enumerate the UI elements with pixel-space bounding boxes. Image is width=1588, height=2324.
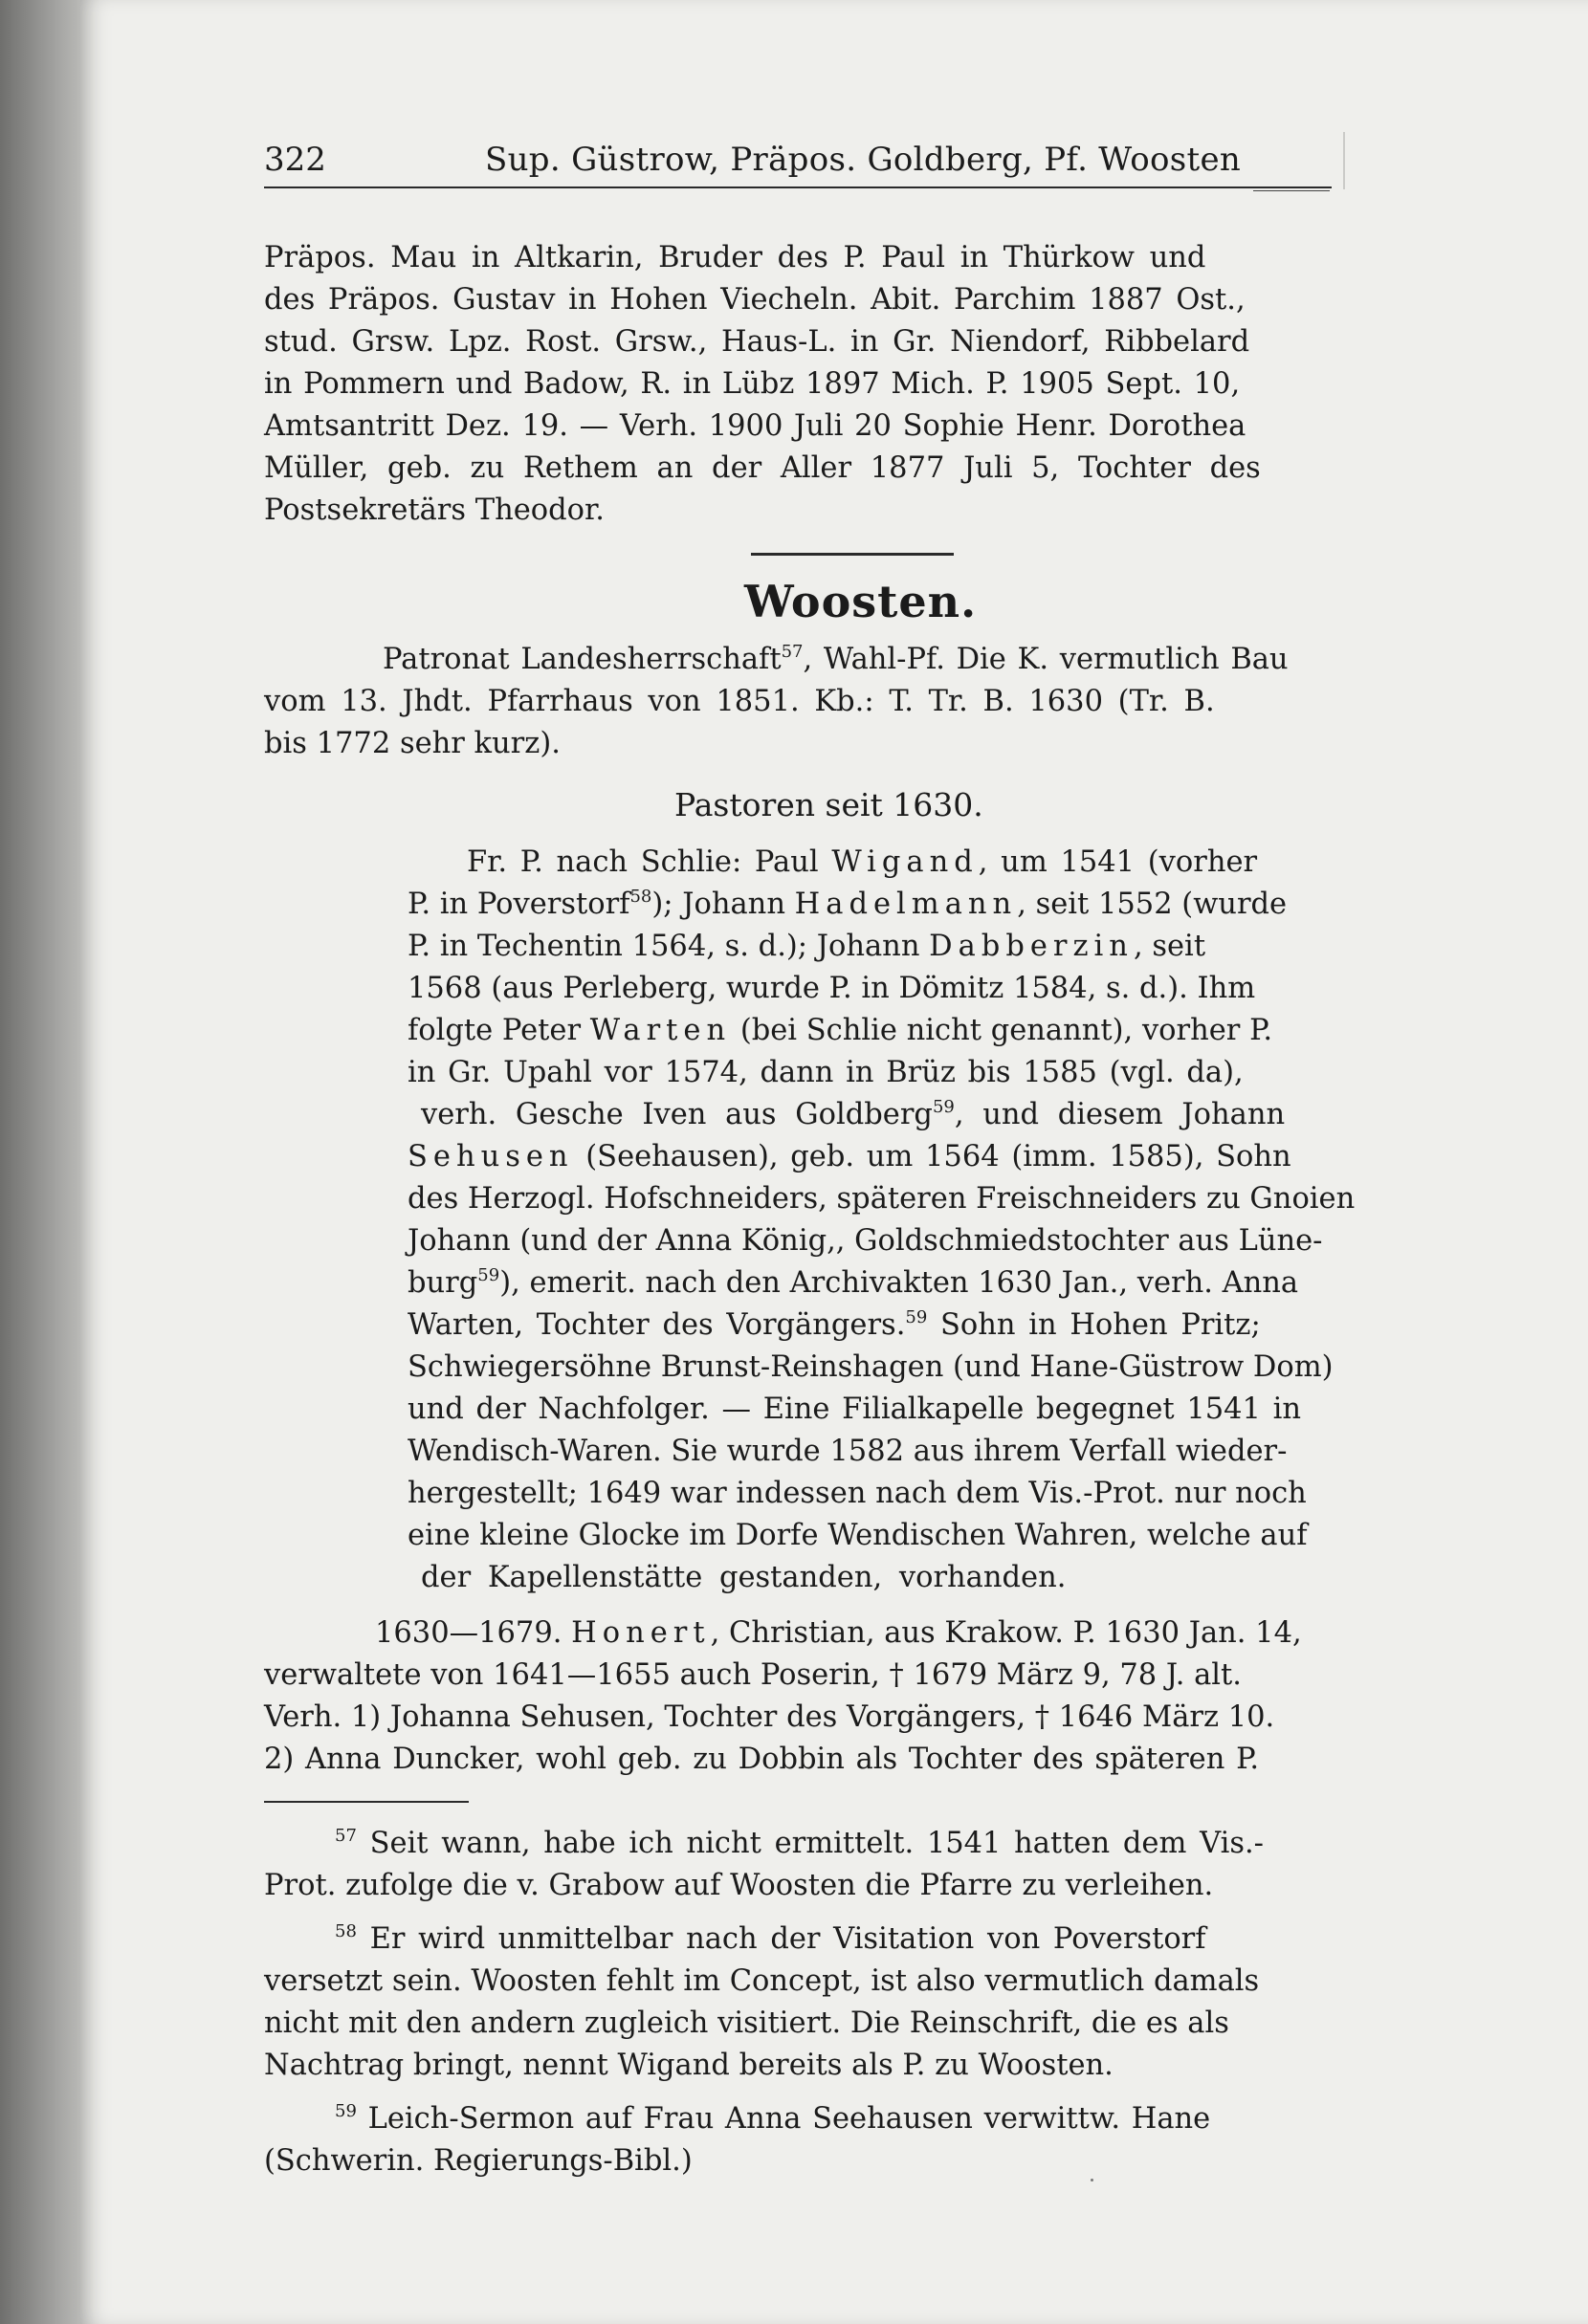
entry-line: verwaltete von 1641—1655 auch Poserin, † 1679 März 9, 78 J. alt. (264, 1658, 1243, 1692)
early-line: des Herzogl. Hofschneiders, späteren Freischneiders zu Gnoien (408, 1182, 1356, 1216)
footnote-58 (335, 1918, 1206, 1961)
intro-line: Präpos. Mau in Altkarin, Bruder des P. Paul in Thürkow und (264, 241, 1206, 274)
intro-line: in Pommern und Badow, R. in Lübz 1897 Mich. P. 1905 Sept. 10, (264, 367, 1241, 401)
footnote-ref: 59 (905, 1307, 928, 1327)
footnote-59 (335, 2098, 1210, 2140)
text: (Seehausen), geb. um 1564 (imm. 1585), Sohn (573, 1140, 1291, 1173)
patronat-text: Patronat Landesherrschaft (383, 643, 782, 676)
entry-line: Verh. 1) Johanna Sehusen, Tochter des Vorgängers, † 1646 März 10. (264, 1700, 1275, 1734)
early-line: der Kapellenstätte gestanden, vorhanden. (421, 1561, 1067, 1594)
footnote-57 (335, 1823, 1264, 1865)
early-line: Johann (und der Anna König,, Goldschmiedstochter aus Lüne- (408, 1224, 1323, 1258)
footnote-58-cont: Nachtrag bringt, nennt Wigand bereits als P. zu Woosten. (264, 2049, 1114, 2082)
text: Warten, Tochter des Vorgängers. (408, 1308, 906, 1342)
patronat-line: bis 1772 sehr kurz). (264, 727, 561, 760)
intro-line: Müller, geb. zu Rethem an der Aller 1877 Juli 5, Tochter des (264, 451, 1261, 485)
section-separator (751, 553, 954, 556)
footnote-ref: 59 (932, 1097, 955, 1117)
text: P. in Techentin 1564, s. d.); Johann (408, 930, 930, 963)
early-line: 1568 (aus Perleberg, wurde P. in Dömitz 1584, s. d.). Ihm (408, 972, 1256, 1005)
early-line (408, 926, 1205, 968)
footnote-text: Seit wann, habe ich nicht ermittelt. 1541 hatten dem Vis.- (369, 1827, 1264, 1860)
early-line (408, 1136, 1291, 1178)
intro-line: Postsekretärs Theodor. (264, 493, 605, 527)
footnote-rule (264, 1801, 469, 1803)
footnote-ref: 57 (781, 642, 804, 662)
entry-line (375, 1612, 1302, 1655)
text: , seit (1133, 930, 1206, 963)
early-line (408, 1010, 1272, 1052)
person-name: Warten (589, 1014, 732, 1047)
footnote-58-cont: versetzt sein. Woosten fehlt im Concept, ist also vermutlich damals (264, 1964, 1260, 1998)
footnote-number: 59 (335, 2101, 357, 2121)
footnote-text: Er wird unmittelbar nach der Visitation von Poverstorf (369, 1922, 1206, 1956)
entry-line: 2) Anna Duncker, wohl geb. zu Dobbin als Tochter des späteren P. (264, 1743, 1260, 1776)
person-name: Sehusen (408, 1140, 574, 1173)
text: , Christian, aus Krakow. P. 1630 Jan. 14, (710, 1616, 1302, 1650)
early-line: in Gr. Upahl vor 1574, dann in Brüz bis 1585 (vgl. da), (408, 1056, 1244, 1089)
person-name: Hadelmann (794, 888, 1018, 921)
early-line (467, 842, 1257, 884)
text: ), emerit. nach den Archivakten 1630 Jan., verh. Anna (499, 1266, 1299, 1300)
footnote-ref: 59 (477, 1265, 500, 1285)
patronat-line: vom 13. Jhdt. Pfarrhaus von 1851. Kb.: T. Tr. B. 1630 (Tr. B. (264, 685, 1215, 718)
text: P. in Poverstorf (408, 888, 630, 921)
text: , um 1541 (vorher (978, 845, 1258, 879)
early-line: Schwiegersöhne Brunst-Reinshagen (und Hane-Güstrow Dom) (408, 1350, 1334, 1384)
text: , seit 1552 (wurde (1017, 888, 1288, 921)
person-name: Wigand (831, 845, 979, 879)
early-line (421, 1094, 1285, 1136)
text: folgte Peter (408, 1014, 590, 1047)
section-title: Woosten. (744, 576, 978, 627)
book-gutter (0, 0, 80, 2324)
early-line: hergestellt; 1649 war indessen nach dem Vis.-Prot. nur noch (408, 1477, 1307, 1510)
scan-speck (1091, 2179, 1093, 2181)
footnote-59-cont: (Schwerin. Regierungs-Bibl.) (264, 2144, 693, 2178)
patronat-line (383, 639, 1289, 681)
footnote-57-cont: Prot. zufolge die v. Grabow auf Woosten die Pfarre zu verleihen. (264, 1869, 1214, 1902)
header-rule-secondary (1253, 190, 1330, 191)
intro-line: des Präpos. Gustav in Hohen Viecheln. Abit. Parchim 1887 Ost., (264, 283, 1246, 317)
text: burg (408, 1266, 478, 1300)
footnote-number: 58 (335, 1921, 357, 1941)
early-line (408, 1305, 1261, 1347)
scan-artifact (1343, 132, 1345, 189)
early-line (408, 884, 1287, 926)
early-line: und der Nachfolger. — Eine Filialkapelle begegnet 1541 in (408, 1392, 1302, 1426)
early-line (408, 1262, 1298, 1305)
footnote-text: Leich-Sermon auf Frau Anna Seehausen verwittw. Hane (367, 2102, 1211, 2136)
footnote-number: 57 (335, 1826, 357, 1846)
early-line: eine kleine Glocke im Dorfe Wendischen Wahren, welche auf (408, 1519, 1308, 1552)
footnote-58-cont: nicht mit den andern zugleich visitiert. Die Reinschrift, die es als (264, 2006, 1229, 2040)
text: Fr. P. nach Schlie: Paul (467, 845, 832, 879)
text: ); Johann (651, 888, 795, 921)
header-rule (264, 186, 1332, 188)
intro-line: Amtsantritt Dez. 19. — Verh. 1900 Juli 20 Sophie Henr. Dorothea (264, 409, 1246, 443)
person-name: Honert (571, 1616, 711, 1650)
early-line: Wendisch-Waren. Sie wurde 1582 aus ihrem Verfall wieder- (408, 1435, 1288, 1468)
footnote-ref: 58 (629, 887, 652, 907)
text: (bei Schlie nicht genannt), vorher P. (731, 1014, 1273, 1047)
subsection-title: Pastoren seit 1630. (674, 786, 983, 823)
text: 1630—1679. (375, 1616, 572, 1650)
text: , und diesem Johann (954, 1098, 1286, 1131)
person-name: Dabberzin (929, 930, 1134, 963)
running-title: Sup. Güstrow, Präpos. Goldberg, Pf. Woosten (485, 141, 1242, 179)
text: Sohn in Hohen Pritz; (927, 1308, 1261, 1342)
patronat-text: , Wahl-Pf. Die K. vermutlich Bau (803, 643, 1289, 676)
intro-line: stud. Grsw. Lpz. Rost. Grsw., Haus-L. in Gr. Niendorf, Ribbelard (264, 325, 1250, 359)
text: verh. Gesche Iven aus Goldberg (421, 1098, 933, 1131)
page-number: 322 (264, 141, 326, 179)
